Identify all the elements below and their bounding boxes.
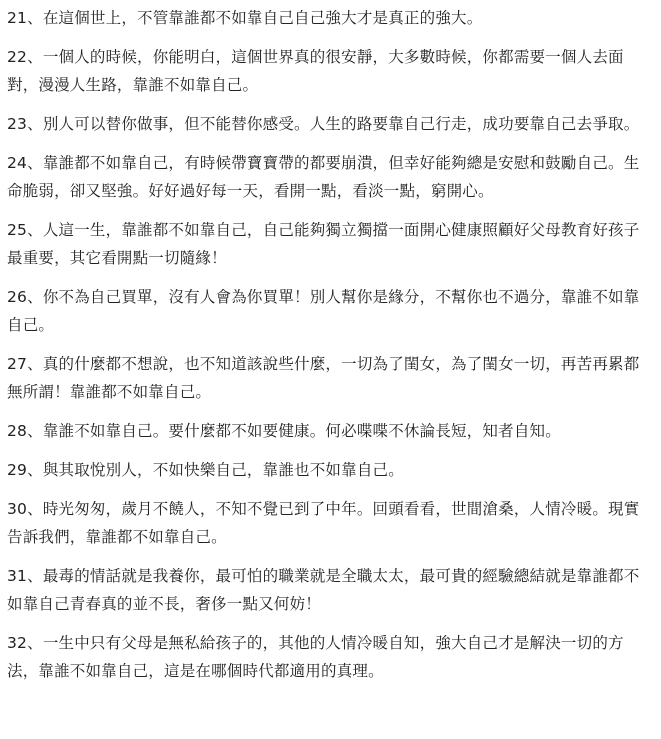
quote-29: 29、與其取悅別人，不如快樂自己，靠誰也不如靠自己。 [7,461,404,479]
quote-21: 21、在這個世上，不管靠誰都不如靠自己自己強大才是真正的強大。 [7,9,483,27]
quote-30: 30、時光匆匆，歲月不饒人，不知不覺已到了中年。回頭看看，世間滄桑，人情冷暖。現實告訴我們，靠誰都不如靠自己。 [7,500,640,546]
quote-25: 25、人這一生，靠誰都不如靠自己，自己能夠獨立獨擋一面開心健康照顧好父母教育好孩子最重要，其它看開點一切隨緣！ [7,221,640,267]
quote-26: 26、你不為自己買單，沒有人會為你買單！別人幫你是緣分，不幫你也不過分，靠誰不如靠自己。 [7,288,640,334]
quote-27: 27、真的什麼都不想說，也不知道該說些什麼，一切為了閨女，為了閨女一切，再苦再累都無所謂！靠誰都不如靠自己。 [7,355,640,401]
quote-24: 24、靠誰都不如靠自己，有時候帶寶寶帶的都要崩潰，但幸好能夠總是安慰和鼓勵自己。生命脆弱，卻又堅強。好好過好每一天，看開一點，看淡一點，窮開心。 [7,154,640,200]
quote-22: 22、一個人的時候，你能明白，這個世界真的很安靜，大多數時候，你都需要一個人去面對，漫漫人生路，靠誰不如靠自己。 [7,48,624,94]
quote-28: 28、靠誰不如靠自己。要什麼都不如要健康。何必喋喋不休論長短，知者自知。 [7,422,561,440]
quote-32: 32、一生中只有父母是無私給孩子的，其他的人情冷暖自知，強大自己才是解決一切的方法，靠誰不如靠自己，這是在哪個時代都適用的真理。 [7,634,624,680]
quote-31: 31、最毒的情話就是我養你，最可怕的職業就是全職太太，最可貴的經驗總結就是靠誰都不如靠自己青春真的並不長，奢侈一點又何妨！ [7,567,640,613]
quote-23: 23、別人可以替你做事，但不能替你感受。人生的路要靠自己行走，成功要靠自己去爭取。 [7,115,640,133]
